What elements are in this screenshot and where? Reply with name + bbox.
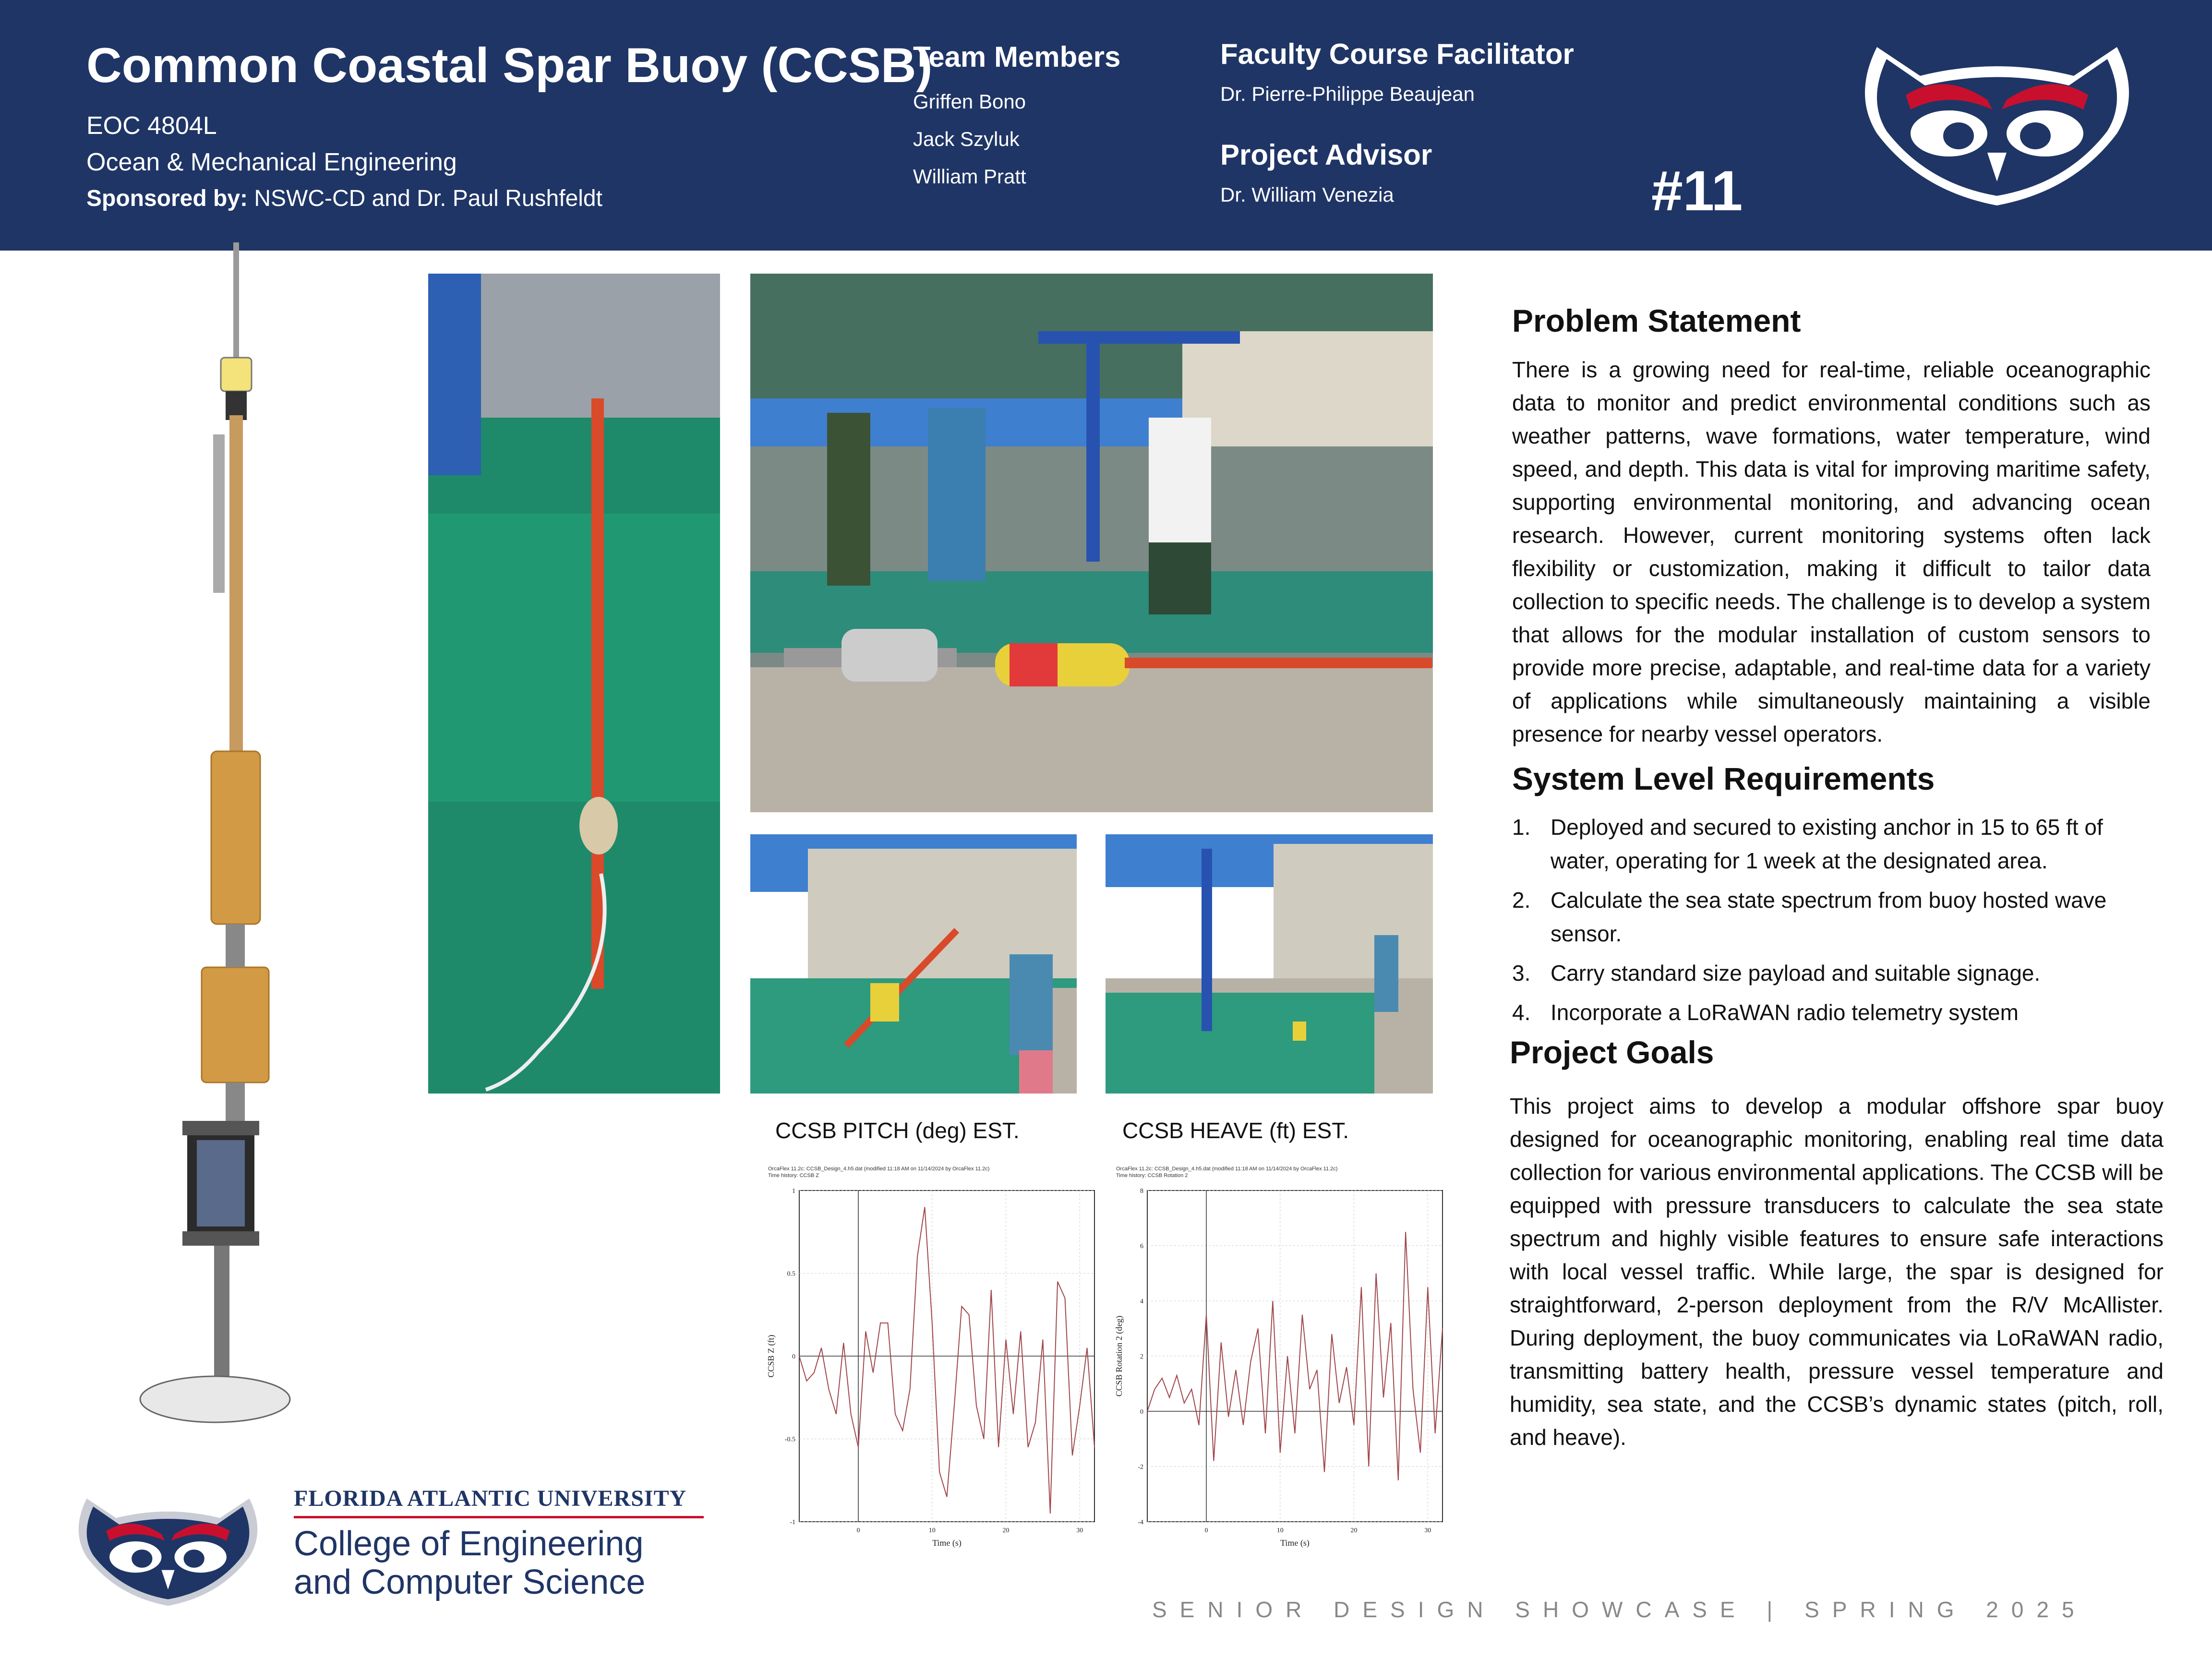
pitch-chart <box>763 1162 1099 1551</box>
chart-header-text: OrcaFlex 11.2c: CCSB_Design_4.h5.dat (modified 11:18 AM on 11/14/2024 by OrcaFlex 11.2c) <box>768 1166 990 1172</box>
x-tick-label: 10 <box>928 1527 936 1534</box>
college-name <box>294 1525 645 1601</box>
y-tick-label: -1 <box>790 1519 795 1526</box>
y-tick-label: 6 <box>1140 1243 1143 1250</box>
owl-logo-icon <box>1848 37 2146 210</box>
buoy-cad-render <box>125 242 307 1443</box>
photo-deployment-2 <box>1106 834 1433 1094</box>
sponsor-line <box>86 185 602 212</box>
advisor-name: Dr. William Venezia <box>1220 183 1394 206</box>
photo-buoy-in-tank <box>428 274 720 1094</box>
footer-showcase: SENIOR DESIGN SHOWCASE | SPRING 2025 <box>1152 1597 2087 1622</box>
college-line-2: and Computer Science <box>294 1563 646 1601</box>
y-tick-label: -4 <box>1138 1519 1143 1526</box>
department: Ocean & Mechanical Engineering <box>86 148 457 176</box>
y-axis-label: CCSB Z (ft) <box>766 1334 776 1378</box>
requirement-item: 2. Calculate the sea state spectrum from buoy hosted wave sensor. <box>1512 888 2107 946</box>
y-tick-label: 1 <box>792 1188 795 1195</box>
series-line <box>799 1207 1094 1514</box>
y-axis-label: CCSB Rotation 2 (deg) <box>1114 1315 1124 1397</box>
team-member: William Pratt <box>913 165 1026 188</box>
y-tick-label: 0 <box>792 1353 795 1360</box>
requirement-item: 1. Deployed and secured to existing anchor in 15 to 65 ft of water, operating for 1 week at the designated area. <box>1512 815 2103 873</box>
x-axis-label: Time (s) <box>1280 1538 1310 1548</box>
photo-team-with-buoy <box>750 274 1433 812</box>
x-axis-label: Time (s) <box>932 1538 962 1548</box>
poster-number: #11 <box>1651 159 1743 223</box>
y-tick-label: -2 <box>1138 1464 1143 1471</box>
y-tick-label: 8 <box>1140 1188 1143 1195</box>
y-tick-label: -0.5 <box>784 1436 795 1443</box>
x-tick-label: 20 <box>1350 1527 1358 1534</box>
chart-header-text: Time history: CCSB Rotation 2 <box>1116 1173 1188 1178</box>
y-tick-label: 2 <box>1140 1353 1143 1360</box>
x-tick-label: 30 <box>1424 1527 1431 1534</box>
heave-chart <box>1111 1162 1447 1551</box>
team-member: Griffen Bono <box>913 90 1026 113</box>
problem-title: Problem Statement <box>1512 303 1801 338</box>
x-tick-label: 20 <box>1002 1527 1010 1534</box>
y-tick-label: 0.5 <box>787 1270 795 1278</box>
facilitator-title: Faculty Course Facilitator <box>1220 38 1574 70</box>
heave-chart-svg <box>1111 1162 1447 1551</box>
y-tick-label: 0 <box>1140 1408 1143 1416</box>
college-line-1: College of Engineering <box>294 1525 644 1563</box>
heave-chart-caption: CCSB HEAVE (ft) EST. <box>1122 1118 1349 1143</box>
x-tick-label: 30 <box>1076 1527 1083 1534</box>
x-tick-label: 0 <box>1204 1527 1208 1534</box>
advisor-title: Project Advisor <box>1220 139 1432 171</box>
pitch-chart-caption: CCSB PITCH (deg) EST. <box>775 1118 1020 1143</box>
chart-header-text: OrcaFlex 11.2c: CCSB_Design_4.h5.dat (modified 11:18 AM on 11/14/2024 by OrcaFlex 11.2c) <box>1116 1166 1338 1172</box>
goals-text: This project aims to develop a modular offshore spar buoy designed for oceanographic monitoring, enabling real time data collection for various environmental applications. The CCSB will be equipped with pressure transducers to calculate the sea state spectrum and highly visible features to ensure safe interactions with local vessel traffic. While large, the spar is designed for straightforward, 2-person deployment from the R/V McAllister. During deployment, the buoy communicates via LoRaWAN radio, transmitting battery health, pressure vessel temperature and humidity, sea state, and the CCSB’s dynamic states (pitch, roll, and heave). <box>1510 1094 2164 1450</box>
poster-title: Common Coastal Spar Buoy (CCSB) <box>86 38 933 93</box>
requirements-title: System Level Requirements <box>1512 761 1935 796</box>
pitch-chart-svg <box>763 1162 1099 1551</box>
logo-divider <box>294 1516 704 1518</box>
requirement-item: 4. Incorporate a LoRaWAN radio telemetry system <box>1512 1000 2019 1025</box>
requirement-item: 3. Carry standard size payload and suitable signage. <box>1512 961 2041 986</box>
sponsor-label: Sponsored by: <box>86 186 248 211</box>
problem-text: There is a growing need for real-time, reliable oceanographic data to monitor and predict environmental conditions such as weather patterns, wave formations, water temperature, wind speed, and depth. This data is vital for improving maritime safety, supporting environmental monitoring, and advancing ocean research. However, current monitoring systems often lack flexibility or customization, making it difficult to tailor data collection to specific needs. The challenge is to develop a system that allows for the modular installation of custom sensors to provide more precise, adaptable, and real-time data for a variety of applications while simultaneously maintaining a visible presence for nearby vessel operators. <box>1512 357 2151 746</box>
team-title: Team Members <box>913 41 1121 73</box>
y-tick-label: 4 <box>1140 1298 1143 1305</box>
facilitator-name: Dr. Pierre-Philippe Beaujean <box>1220 83 1475 105</box>
x-tick-label: 0 <box>856 1527 860 1534</box>
team-member: Jack Szyluk <box>913 128 1020 150</box>
x-tick-label: 10 <box>1276 1527 1284 1534</box>
course-code: EOC 4804L <box>86 112 217 140</box>
fau-owl-logo-icon <box>67 1492 269 1607</box>
requirements-list <box>1512 810 2151 1035</box>
photo-deployment-1 <box>750 834 1077 1094</box>
university-name: FLORIDA ATLANTIC UNIVERSITY <box>294 1486 687 1511</box>
sponsor-value: NSWC-CD and Dr. Paul Rushfeldt <box>254 186 602 211</box>
chart-header-text: Time history: CCSB Z <box>768 1173 819 1178</box>
goals-title: Project Goals <box>1510 1034 1714 1070</box>
